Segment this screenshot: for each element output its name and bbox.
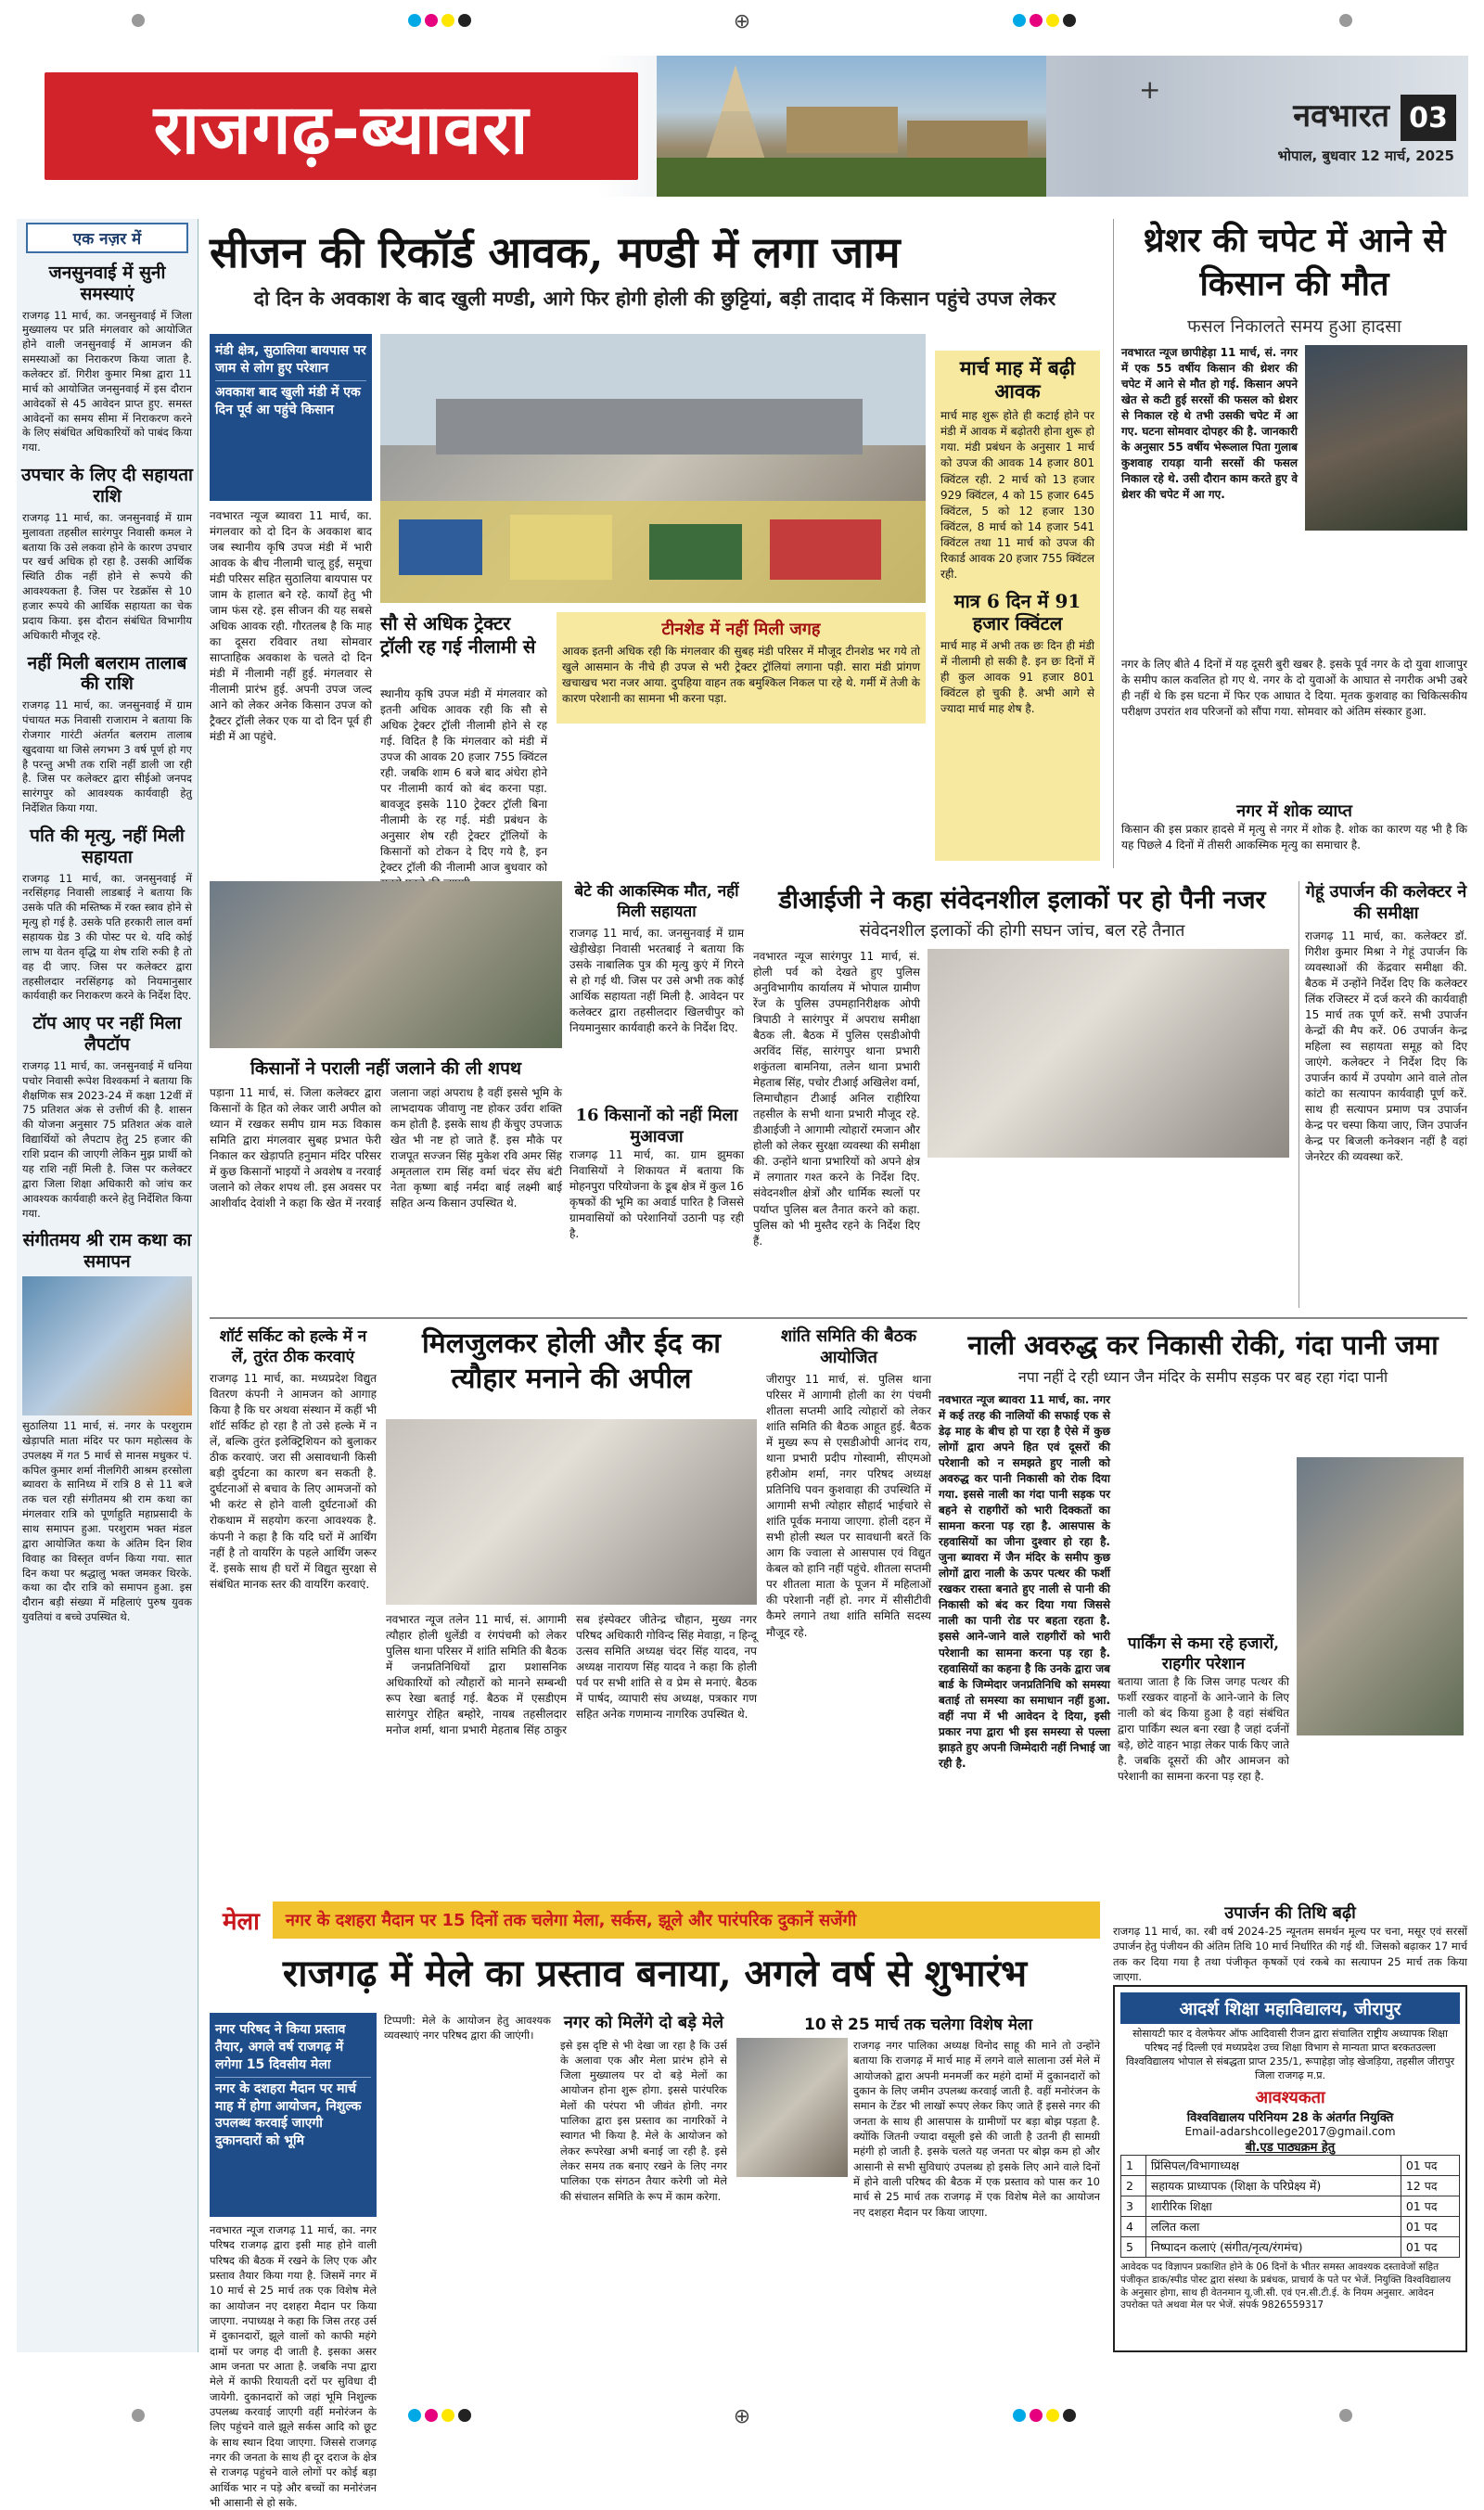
post-count: 01 पद	[1401, 2217, 1459, 2237]
college-ad	[1113, 1985, 1467, 2352]
ad-posts-table	[1120, 2155, 1460, 2258]
sidebar-item-headline: उपचार के लिए दी सहायता राशि	[21, 465, 193, 506]
sidebar-item	[17, 653, 198, 816]
sidebar-item-body: राजगढ़ 11 मार्च, का. जनसुनवाई में धनिया पचोर निवासी रूपेश विश्वकर्मा ने बताया कि शैक्षणिक सत्र 2023-24 में कक्षा 12वीं में 75 प्रतिशत अंक से उत्तीर्ण की है. शासन की योजना अनुसार 75 प्रतिशत अंक वाले विद्यार्थियों को लैपटाप हेतु 25 हजार की राशि प्रदान की जाएगी लेकिन मुझ प्रार्थी को यह राशि नहीं मिली है. जिस पर कलेक्टर द्वारा जिला शिक्षा अधिकारी को जांच कर आवश्यक कार्यवाही करने हेतु निर्देशित किया गया.	[22, 1058, 192, 1220]
march-box-headline: मार्च माह में बढ़ी आवक	[959, 356, 1076, 403]
naali-deck: नपा नहीं दे रही ध्यान जैन मंदिर के समीप सड़क पर बह रहा गंदा पानी	[1017, 1368, 1388, 1386]
mela-headline: राजगढ़ में मेले का प्रस्ताव बनाया, अगले वर्ष से शुभारंभ	[282, 1952, 1028, 1995]
mela-col-2	[384, 2013, 551, 2352]
sidebar-item	[17, 1013, 198, 1221]
dig-deck: संवेदनशील इलाकों की होगी सघन जांच, बल रहे तैनात	[859, 921, 1185, 941]
post-name: निष्पादन कलाएं (संगीत/नृत्य/रंगमंच)	[1145, 2237, 1401, 2258]
dig-meeting-photo	[928, 949, 1289, 1158]
post-count: 12 पद	[1401, 2176, 1459, 2196]
post-name: सहायक प्राध्यापक (शिक्षा के परिप्रेक्ष्य में)	[1145, 2176, 1401, 2196]
gehu-body: राजगढ़ 11 मार्च, का. कलेक्टर डॉ. गिरीश कुमार मिश्रा ने गेहूं उपार्जन कि व्यवस्थाओं की केंद्रवार समीक्षा की. बैठक में उन्होंने निर्देश दिए कि कलेक्टर लिंक रजिस्टर में दर्ज करने की कार्यवाही 15 मार्च तक पूर्ण करें. सभी उपार्जन केन्द्रों की मैप करें. 06 उपार्जन केन्द्र महिला स्व सहायता समूह को दिए जाएंगे. कलेक्टर ने निर्देश दिए कि उपार्जन कार्य में उपयोग आने वाले तोल कांटो का सत्यापन कार्यवाही पूर्ण करें. साथ ही सत्यापन प्रमाण पत्र उपार्जन केन्द्र पर चस्पा किया जाए, जिन उपार्जन केन्द्र पर बिजली कनेक्शन नहीं है वहां जेनरेटर की व्यवस्था करें.	[1305, 928, 1467, 1164]
victim-photo	[1305, 345, 1467, 531]
mela-banner	[210, 1902, 1100, 1939]
mela-photo-story	[736, 2013, 1100, 2352]
thresher-lead: नवभारत न्यूज छापीहेड़ा 11 मार्च, सं. नगर में एक 55 वर्षीय किसान की थ्रेशर की चपेट में आने से मौत हो गई. किसान अपने खेत से कटी हुई सरसों की फसल को थ्रेशर से निकाल रहे थे तभी उसकी चपेट में आ गए. घटना सोमवार दोपहर की है. जानकारी के अनुसार 55 वर्षीय भेरूलाल पिता गुलाब कुशवाह रायड़ा यानी सरसों की फसल निकाल रहे थे. उसी दौरान काम करते हुए वे थ्रेशर की चपेट में आ गए.	[1121, 345, 1298, 501]
sidebar-item-body: राजगढ़ 11 मार्च, का. जनसुनवाई में ग्राम मुलावता तहसील सारंगपुर निवासी कमल ने बताया कि उसे लकवा होने के कारण उपचार पर खर्च अधिक हो रहा है. उसकी आर्थिक स्थिति ठीक नहीं होने से रूपये की आवश्यकता है. जिस पर रेडक्रॉस से 10 हजार रूपये की आर्थिक सहायता का चेक प्रदाय किया. इस दौरान संबंधित विभागीय अधिकारी मौजूद रहे.	[22, 510, 192, 642]
registration-marks-bottom	[0, 2393, 1484, 2440]
row-divider	[210, 1317, 1467, 1319]
naali-subbody: बताया जाता है कि जिस जगह पत्थर की फर्शी रखकर वाहनों के आने-जाने के लिए नाली को बंद किया हुआ है वहां संबंधित द्वारा पार्किंग स्थल बना रखा है जहां दर्जनों बड़े, छोटे वाहन भाड़ा लेकर पार्क किए जाते है. जबकि दूसरों की और आमजन को परेशानी का सामना करना पड़ रहा है.	[1118, 1675, 1289, 1784]
sidebar-item	[17, 465, 198, 643]
march-box-subhead: मात्र 6 दिन में 91 हजार क्विंटल	[953, 589, 1081, 634]
official-portrait-photo	[736, 2038, 848, 2177]
post-no: 5	[1121, 2237, 1146, 2258]
ad-course: बी.एड पाठ्यक्रम हेतु	[1245, 2141, 1336, 2156]
lead-headline: सीजन की रिकॉर्ड आवक, मण्डी में लगा जाम	[210, 227, 901, 277]
lead-subhead: सौ से अधिक ट्रेक्टर ट्रॉली रह गई नीलामी से	[380, 612, 536, 658]
naali-story	[939, 1326, 1467, 1902]
reg-swatch-cmyk-1	[406, 2408, 473, 2426]
parali-headline: किसानों ने पराली नहीं जलाने की ली शपथ	[249, 1058, 522, 1079]
uparjan-story	[1113, 1902, 1467, 1983]
sidebar-item-body: राजगढ़ 11 मार्च, का. जनसुनवाई में ग्राम पंचायत मऊ निवासी राजाराम ने बताया कि रोजगार गारंटी अंतर्गत बलराम तालाब खुदवाया था जिसे लगभग 3 वर्ष पूर्ण हो गए है परन्तु अभी तक राशि नहीं डाली जा रही है. जिस पर कलेक्टर द्वारा सीईओ जनपद सारंगपुर को आवश्यक कार्यवाही हेतु निर्देशित किया गया.	[22, 698, 192, 815]
short-circuit-story	[210, 1326, 377, 1883]
ad-required: आवश्यकता	[1255, 2088, 1325, 2108]
masthead	[17, 56, 1468, 197]
mast-crosshair-icon: +	[1139, 74, 1161, 105]
beti-body: राजगढ़ 11 मार्च, का. जनसुनवाई में ग्राम खेड़ीखेड़ा निवासी भरतबाई ने बताया कि उसके नाबालिक पुत्र की मृत्यु कुएं में गिरने से हो गई थी. जिस पर उसे अभी तक कोई आर्थिक सहायता नहीं मिली है. आवेदन पर कलेक्टर द्वारा तहसीलदार खिलचीपुर को नियमानुसार कार्यवाही करने के निर्देश दिए.	[569, 927, 744, 1035]
thresher-body: नगर के लिए बीते 4 दिनों में यह दूसरी बुरी खबर है. इसके पूर्व नगर के दो युवा शाजापुर के समीप काल कवलित हो गए थे. नगर के दो युवाओं के आघात से नगरीक अभी उबरे ही नहीं थे कि इस घटना में फिर एक आघात दे दिया. मृतक कुशवाह का चिकित्सकीय परीक्षण उपरांत शव परिजनों को सौंपा गया. सोमवार को अंतिम संस्कार हुआ.	[1121, 657, 1467, 718]
reg-swatch-cmyk-1	[406, 13, 473, 31]
ad-email: Email-adarshcollege2017@gmail.com	[1184, 2125, 1396, 2139]
sidebar-item-headline: नहीं मिली बलराम तालाब की राशि	[27, 652, 187, 695]
mandi-photo	[380, 334, 926, 603]
lead-body: नवभारत न्यूज ब्यावरा 11 मार्च, का. मंगलवार को दो दिन के अवकाश बाद जब स्थानीय कृषि उपज मंडी में भारी आवक के बीच नीलामी चालू हुई, समूचा मंडी परिसर सहित सुठालिया बायपास पर जाम के हालात बने रहे. कार्यों हेतु भी जाम फंस रहे. इस सीजन की यह सबसे अधिक आवक रही. गौरतलब है कि माह का दूसरा रविवार तथा सोमवार साप्ताहिक अवकाश के चलते दो दिन मंडी में नीलामी नहीं हुई. मंगलवार से नीलामी प्रारंभ हुई. अपनी उपज जल्द आने को लेकर अनेक किसान उपज को ट्रैक्टर ट्रॉली लेकर एक या दो दिन पूर्व ही मंडी में आ पहुंचे.	[210, 509, 372, 744]
parali-oath-photo	[210, 881, 562, 1048]
march-box-body: मार्च माह शुरू होते ही कटाई होने पर मंडी में आवक में बढ़ोतरी होना शुरू हो गया. मंडी प्रबंधन के अनुसार 1 मार्च को उपज की आवक 14 हजार 801 क्विंटल रही. 2 मार्च को 13 हजार 929 क्विंटल, 4 को 15 हजार 645 क्विंटल, 5 को 12 हजार 130 क्विंटल, 8 मार्च को 14 हजार 541 क्विंटल तथा 11 मार्च को उपज की रिकार्ड आवक 20 हजार 755 क्विंटल रही.	[940, 409, 1094, 581]
shanti-headline: शांति समिति की बैठक आयोजित	[780, 1326, 917, 1367]
post-count: 01 पद	[1401, 2237, 1459, 2258]
mela-highlights-box	[210, 2013, 377, 2217]
ad-title: आदर्श शिक्षा महाविद्यालय, जीरापुर	[1120, 1992, 1460, 2024]
ad-intro: सोसायटी फार द वेलफेयर ऑफ आदिवासी रीजन द्वारा संचालित राष्ट्रीय अध्यापक शिक्षा परिषद नई दिल्ली एवं मध्यप्रदेश उच्च शिक्षा विभाग से मान्यता प्राप्त बरकतउल्ला विश्वविद्यालय भोपाल से संबद्धता प्राप्त 235/1, रूपाहेड़ा जोड़ खेजड़िया, तहसील जीरापुर जिला राजगढ़ म.प्र.	[1125, 2028, 1455, 2081]
table-row	[1121, 2196, 1460, 2217]
section-title: राजगढ़-ब्यावरा	[153, 89, 530, 170]
caption-body: आवक इतनी अधिक रही कि मंगलवार की सुबह मंडी परिसर में मौजूद टीनशेड भर गये तो खुले आसमान के नीचे ही उपज से भरी ट्रेक्टर ट्रॉलियां लगाना पड़ी. सारा मंडी प्रांगण खचाखच भरा नजर आया. दुपहिया वाहन तक बमुश्किल निकल पा रहे थे. गर्मी में तेजी के कारण परेशानी का सामना भी करना पड़ा.	[562, 645, 920, 706]
masthead-fort-photo	[657, 56, 1046, 197]
ad-footer: आवेदक पद विज्ञापन प्रकाशित होने के 06 दिनों के भीतर समस्त आवश्यक दस्तावेजों सहित पंजीकृत डाक/स्पीड पोस्ट द्वारा संस्था के प्रबंधक, प्राचार्य के पते पर भेजें. नियुक्ति विश्वविद्यालय के अनुसार होगा, साथ ही वेतनमान यू.जी.सी. एवं एन.सी.टी.ई. के नियम अनुसार. आवेदन उपरोक्त पते अथवा मेल पर भेजें. संपर्क 9826559317	[1120, 2261, 1452, 2312]
mela-tag: मेला	[210, 1902, 273, 1939]
sidebar-item-body: सुठालिया 11 मार्च, सं. नगर के परशुराम खेड़ापति माता मंदिर पर फाग महोत्सव के उपलक्ष्य में गत 5 मार्च से मानस मधुकर पं. कपिल कुमार शर्मा नीलगिरी आश्रम हरसोला ब्यावरा के सानिध्य में रात्रि 8 से 11 बजे तक चल रही संगीतमय श्री राम कथा का मंगलवार रात्रि को पूर्णाहुति महाप्रसादी के साथ समापन हुआ. परशुराम भक्त मंडल द्वारा आयोजित कथा के अंतिम दिन शिव विवाह का विस्तृत वर्णन किया गया. सात दिन कथा पर श्रद्धालु भक्त जमकर थिरके. कथा का दौर रात्रि को समापन हुआ. इस दौरान बड़ी संख्या में महिलाएं पुरुष युवक युवतियां व बच्चे उपस्थित थे.	[22, 1418, 192, 1624]
thresher-subbody: किसान की इस प्रकार हादसे में मृत्यु से नगर में शोक है. शोक का कारण यह भी है कि यह पिछले 4 दिनों में तीसरी आकस्मिक मृत्यु का समाचार है.	[1121, 822, 1467, 852]
paper-name: नवभारत	[1293, 97, 1389, 134]
post-name: शारीरिक शिक्षा	[1145, 2196, 1401, 2217]
table-row	[1121, 2237, 1460, 2258]
parali-body: पड़ाना 11 मार्च, सं. जिला कलेक्टर द्वारा किसानों के हित को लेकर जारी अपील को ध्यान में रखकर समीप ग्राम मऊ विकास समिति द्वारा मंगलवार सुबह प्रभात फेरी निकाल कर खेड़ापति हनुमान मंदिर परिसर में कुछ किसानों भाइयों ने अवशेष व नरवाई जलाने को लेकर शपथ ली. इस अवसर पर आशीर्वाद देवांशी ने कहा कि खेत में नरवाई जलाना जहां अपराध है वहीं इससे भूमि के लाभदायक जीवाणु नष्ट होकर उर्वरा शक्ति कम होती है. इसके साथ ही केंचुए उपजाऊ खेत भी नष्ट हो जाते हैं. इस मौके पर राजपूत सज्जन सिंह मुकेश रवि अमर सिंह अमृतलाल राम सिंह वर्मा चंदर सेंघ बंटी नेता कृष्णा बाई नर्मदा बाई लक्ष्मी बाई सहित अन्य किसान उपस्थित थे.	[210, 1086, 562, 1210]
beti-headline: बेटे की आकस्मिक मौत, नहीं मिली सहायता	[574, 882, 739, 922]
highlight-item: नगर परिषद ने किया प्रस्ताव तैयार, अगले वर्ष राजगढ़ में लगेगा 15 दिवसीय मेला	[215, 2018, 371, 2078]
registration-marks	[0, 0, 1484, 43]
mela-photo-title: 10 से 25 मार्च तक चलेगा विशेष मेला	[804, 2016, 1032, 2034]
sidebar-item-headline: संगीतमय श्री राम कथा का समापन	[22, 1230, 192, 1273]
thresher-story	[1113, 219, 1467, 868]
reg-swatch-right	[1337, 2408, 1354, 2426]
table-row	[1121, 2176, 1460, 2196]
sidebar-item-headline: जनसुनवाई में सुनी समस्याएं	[48, 263, 166, 304]
reg-swatch-left	[130, 13, 147, 31]
lead-subhead-body: स्थानीय कृषि उपज मंडी में मंगलवार को इतनी अधिक आवक रही कि सौ से अधिक ट्रेक्टर ट्रॉली नीलामी होने से रह गई. विदित है कि मंगलवार को मंडी में उपज की आवक 20 हजार 755 क्विंटल रही. जबकि शाम 6 बजे बाद अंधेरा होने पर नीलामी कार्य को बंद करना पड़ा. बावजूद इसके 110 ट्रेक्टर ट्रॉली बिना नीलामी के रह गई. मंडी प्रबंधन के अनुसार शेष रही ट्रेक्टर ट्रॉलियों के किसानों को टोकन दे दिए गये है, इन ट्रेक्टर ट्रॉली की नीलामी आज बुधवार को	[380, 687, 547, 875]
shanti-story	[766, 1326, 931, 1883]
reg-swatch-right	[1337, 13, 1354, 31]
reg-swatch-cmyk-2	[1011, 2408, 1078, 2426]
mela-subbody: इसे इस दृष्टि से भी देखा जा रहा है कि उर्स के अलावा एक और मेला प्रारंभ होने से जिला मुख्यालय पर दो बड़े मेलों का आयोजन होना शुरू होगा. इससे पारंपरिक मेलों की परंपरा भी जीवंत होगी. नगर पालिका द्वारा इस प्रस्ताव का नागरिकों ने स्वागत भी किया है. मेले के आयोजन को लेकर रूपरेखा अभी बनाई जा रही है. इसे लेकर समय तक बनाए रखने के लिए नगर पालिका एक संगठन तैयार करेगी जो मेले की संचालन समिति के रूप में काम करेगा.	[560, 2038, 727, 2203]
naali-body: नवभारत न्यूज ब्यावरा 11 मार्च, का. नगर में कई तरह की नालियों की सफाई एक से डेढ़ माह के बीच हो पा रहा है ऐसे में कुछ लोगों द्वारा अपने हित एवं दूसरों की परेशानी को न समझते हुए नाली को अवरुद्ध कर पानी निकासी को रोक दिया गया. इससे नाली का गंदा पानी सड़क पर बहने से राहगीरों को भारी दिक्कतों का सामना करना पड़ रहा है. आसपास के रहवासियों का जीना दुश्वार हो रहा है. जुना ब्यावरा में जैन मंदिर के समीप कुछ लोगों द्वारा नाली के ऊपर पत्थर की फर्शी रखकर रास्ता बनाते हुए नाली से पानी की निकासी को बंद कर दिया गया जिससे नाली का पानी रोड पर बहता रहता है. इससे आने-जाने वाले राहगीरों को भारी परेशानी का सामना करना पड़ रहा है. रहवासियों का कहना है कि उनके द्वारा जब बार्ड के जिम्मेदार जनप्रतिनिधि को समस्या बताई तो समस्या का समाधान नहीं हुआ. वहीं नपा में भी आवेदन दे दिया, इसी प्रकार नपा द्वारा भी इस समस्या से पल्ला झाड़ते हुए अपनी जिम्मेदारी नहीं निभाई जा रही है.	[939, 1393, 1110, 1770]
thresher-subhead: नगर में शोक व्याप्त	[1236, 800, 1352, 821]
post-no: 2	[1121, 2176, 1146, 2196]
gehu-headline: गेहूं उपार्जन की कलेक्टर ने की समीक्षा	[1305, 882, 1467, 924]
sidebar-item	[17, 1230, 198, 1625]
mela-photo-body: राजगढ़ नगर पालिका अध्यक्ष विनोद साहू की माने तो उन्होंने बताया कि राजगढ़ में मार्च माह में लगने वाले सालाना उर्स मेले में आयोजको द्वारा अपनी मनमर्जी कर महंगे दामों में दुकानदारों को दुकान के लिए जमीन उपलब्ध करवाई जाती है. वहीं मनोरंजन के समान के टेंडर भी लाखों रूपए लेकर किए जाते हैं इससे नगर की जनता के साथ ही आसपास के ग्रामीणों पर बड़ा बोझ पड़ता है. क्योंकि जितनी ज्यादा वसूली इसे की जाती है उतनी ही सामग्री महंगी हो जाती है. इसके चलते यह जनता पर बोझ कम हो और आसानी से सभी सुविधाएं उपलब्ध हो इसके लिए आने वाले दिनों में होने वाली परिषद की बैठक में एक प्रस्ताव को पास कर 10 मार्च से 25 मार्च तक राजगढ़ में एक विशेष मेले का आयोजन नए दशहरा मैदान पर किया जाएगा.	[853, 2039, 1100, 2219]
thresher-headline: थ्रेशर की चपेट में आने से किसान की मौत	[1143, 221, 1446, 303]
highlight-item: नगर के दशहरा मैदान पर मार्च माह में होगा आयोजन, निशुल्क उपलब्ध करवाई जाएगी दुकानदारों को भूमि	[215, 2081, 362, 2149]
shanti-body: जीरापुर 11 मार्च, सं. पुलिस थाना परिसर में आगामी होली का रंग पंचमी शीतला सप्तमी आदि त्योहारों को लेकर शांति समिति की बैठक आहूत हुई. बैठक में मुख्य रूप से एसडीओपी आनंद राय, थाना प्रभारी प्रदीप गोस्वामी, सीएमओ हरीओम शर्मा, नगर परिषद अध्यक्ष प्रतिनिधि पवन कुशवाहा की उपस्थिति में आगामी सभी त्योहार सौहार्द भाईचारे से शांति पूर्वक मनाया जाएगा. होली दहन में सभी होली स्थल पर सावधानी बरतें कि आग कि ज्वाला से आसपास एवं विद्युत केबल को हानि नहीं पहुंचे. शीतला सप्तमी पर शीतला माता के पूजन में महिलाओं की परेशानी नहीं हो. नगर में सीसीटीवी कैमरे लगाने तथा शांति समिति सदस्य मौजूद रहे.	[766, 1373, 931, 1639]
table-row	[1121, 2156, 1460, 2176]
sidebar-tag: एक नज़र में	[26, 223, 188, 253]
beti-subbody: राजगढ़ 11 मार्च, का. ग्राम झुमका निवासियों ने शिकायत में बताया कि मोहनपुरा परियोजना के डूब क्षेत्र में कुल 16 कृषकों की भूमि का अवार्ड पारित है जिससे ग्रामवासियों को परेशानियों उठानी पड़ रही है.	[569, 1148, 744, 1241]
ram-katha-photo	[22, 1276, 192, 1415]
page-number: 03	[1401, 95, 1456, 141]
holi-body: नवभारत न्यूज तलेन 11 मार्च, सं. आगामी त्यौहार होली धुलेंडी व रंगपंचमी को लेकर पुलिस थाना परिसर में शांति समिति की बैठक में जनप्रतिनिधियों द्वारा प्रशासनिक अधिकारियों को त्यौहारों को मानने सम्बन्धी रूप रेखा बताई गई. बैठक में एसडीएम सारंगपुर रोहित बम्होरे, नायब तहसीलदार मनोज शर्मा, थाना प्रभारी मेहताब सिंह ठाकुर सब इंस्पेक्टर जीतेन्द्र चौहान, मुख्य नगर परिषद अधिकारी गोविन्द सिंह मेवाड़ा, न हिन्दू उत्सव समिति अध्यक्ष चंदर सिंह यादव, नप अध्यक्ष नारायण सिंह यादव ने कहा कि होली पर्व पर सभी शांति से व प्रेम से मनाएं. बैठक में पार्षद, व्यापारी संघ अध्यक्ष, पत्रकार गण सहित अनेक गणमान्य नागरिक उपस्थित थे.	[386, 1613, 757, 1737]
mela-body-start: नवभारत न्यूज राजगढ़ 11 मार्च, का. नगर परिषद राजगढ़ द्वारा इसी माह होने वाली परिषद की बैठक में रखने के लिए एक और प्रस्ताव तैयार किया गया है. जिसमें नगर में 10 मार्च से 25 मार्च तक एक विशेष मेले का आयोजन नए दशहरा मैदान पर किया जाएगा. नपाध्यक्ष ने कहा कि जिस तरह उर्स में दुकानदारों, झूले वालों को काफी महंगे दामों पर जगह दी जाती है. इसका असर आम जनता पर आता है. जबकि नपा द्वारा मेले में काफी रियायती दरों पर सुविधा दी जायेगी. दुकानदारों को जहां भूमि निशुल्क उपलब्ध करवाई जाएगी वहीं मनोरंजन के लिए पहुंचने वाले झूले सर्कस आदि को छूट के साथ स्थान दिया जाएगा. जिससे राजगढ़ नगर की जनता के साथ ही दूर दराज के क्षेत्र से राजगढ़ पहुंचने वाले लोगों पर कोई बड़ा आर्थिक भार न पड़े और बच्चों का मनोरंजन भी आसानी से हो सके.	[210, 2223, 377, 2509]
reg-swatch-left	[130, 2408, 147, 2426]
holi-meeting-photo	[386, 1419, 757, 1605]
thresher-deck: फसल निकालते समय हुआ हादसा	[1187, 315, 1401, 337]
ad-subtitle: विश्वविद्यालय परिनियम 28 के अंतर्गत नियुक्ति	[1186, 2111, 1394, 2126]
post-name: प्रिंसिपल/विभागाध्यक्ष	[1145, 2156, 1401, 2176]
beti-subhead: 16 किसानों को नहीं मिला मुआवजा	[575, 1106, 738, 1146]
post-no: 4	[1121, 2217, 1146, 2237]
section-title-banner	[45, 72, 638, 180]
sidebar-at-a-glance	[17, 219, 198, 2352]
drain-photo	[1297, 1457, 1464, 1735]
dig-story	[753, 881, 1291, 1308]
reg-crosshair-icon: ⊕	[733, 2404, 751, 2428]
post-no: 3	[1121, 2196, 1146, 2217]
highlight-item: अवकाश बाद खुली मंडी में एक दिन पूर्व आ पहुंचे किसान	[215, 384, 361, 417]
short-headline: शॉर्ट सर्किट को हल्के में न लें, तुरंत ठीक करवाएं	[219, 1327, 367, 1367]
sidebar-item-headline: पति की मृत्यु, नहीं मिली सहायता	[30, 825, 185, 867]
post-count: 01 पद	[1401, 2196, 1459, 2217]
mela-body-cont: टिप्पणी: मेले के आयोजन हेतु आवश्यक व्यवस्थाएं नगर परिषद द्वारा की जाएंगी।	[384, 2014, 551, 2043]
sidebar-item-body: राजगढ़ 11 मार्च, का. जनसुनवाई में जिला मुख्यालय पर प्रति मंगलवार को आयोजित होने वाली जनसुनवाई में आमजन की समस्याओं का निराकरण किया जाता है. कलेक्टर डॉ. गिरीश कुमार मिश्रा द्वारा 11 मार्च को आयोजित जनसुनवाई में इस दौरान आवेदकों से 45 आवेदन प्राप्त हुए. समस्त आवेदनों का समय सीमा में निराकरण करने के लिए संबंधित अधिकारियों को पाबंद किया गया.	[22, 308, 192, 455]
uparjan-body: राजगढ़ 11 मार्च, का. रबी वर्ष 2024-25 न्यूनतम समर्थन मूल्य पर चना, मसूर एवं सरसों उपार्जन हेतु पंजीयन की अंतिम तिथि 10 मार्च निर्धारित की गई थी. जिसको बढ़ाकर 17 मार्च तक कर दिया गया है तथा पंजीकृत कृषकों एवं रकबे का सत्यापन 25 मार्च तक किया जाएगा.	[1113, 1925, 1467, 1983]
caption-title: टीनशेड में नहीं मिली जगह	[661, 620, 821, 639]
sidebar-item-body: राजगढ़ 11 मार्च, का. जनसुनवाई में नरसिंहगढ़ निवासी लाडबाई ने बताया कि उसके पति की मस्तिष्क में रक्त स्त्राव होने से मृत्यु हो गई है. उसके पति हरकारी लाल वर्मा सहायक ग्रेड 3 की पोस्ट पर थे. यदि कोई लाभ या वेतन वृद्धि या शेष राशि रुकी है तो वह दी जाए. जिस पर कलेक्टर द्वारा तहसीलदार नरसिंहगढ़ को नियमानुसार कार्यवाही कर निराकरण करने के निर्देश दिए.	[22, 871, 192, 1003]
naali-subhead: पार्किंग से कमा रहे हजारों, राहगीर परेशान	[1127, 1634, 1280, 1674]
mela-banner-text: नगर के दशहरा मैदान पर 15 दिनों तक चलेगा मेला, सर्कस, झूले और पारंपरिक दुकानें सजेंगी	[285, 1911, 857, 1930]
gehu-story	[1298, 881, 1467, 1308]
march-arrival-box	[935, 351, 1100, 861]
post-no: 1	[1121, 2156, 1146, 2176]
sidebar-item-headline: टॉप आए पर नहीं मिला लैपटॉप	[32, 1013, 182, 1056]
post-name: ललित कला	[1145, 2217, 1401, 2237]
dateline: भोपाल, बुधवार 12 मार्च, 2025	[1277, 147, 1454, 164]
table-row	[1121, 2217, 1460, 2237]
mela-sub-story	[560, 2013, 727, 2352]
lead-highlights-box	[210, 334, 372, 501]
short-body: राजगढ़ 11 मार्च, का. मध्यप्रदेश विद्युत वितरण कंपनी ने आमजन को आगाह किया है कि घर अथवा संस्थान में कहीं भी शॉर्ट सर्किट हो रहा है तो उसे हल्के में न लें, बल्कि तुरंत इलेक्ट्रिशियन को बुलाकर ठीक करवाएं. जरा सी असावधानी किसी बड़ी दुर्घटना का कारण बन सकती है. दुर्घटनाओं से बचाव के लिए आमजनों को भी करंट से होने वाली दुर्घटनाओं की रोकथाम में सहयोग करना आवश्यक है. कंपनी ने कहा है कि यदि घरों में आर्थिंग नहीं है तो वायरिंग के पहले आर्थिंग जरूर दें. इसके साथ ही घरों में विद्युत सुरक्षा से संबंधित मानक स्तर की वायरिंग करवाएं.	[210, 1372, 377, 1591]
beti-story	[569, 881, 744, 1308]
uparjan-headline: उपार्जन की तिथि बढ़ी	[1224, 1903, 1356, 1923]
dig-body: नवभारत न्यूज सारंगपुर 11 मार्च, सं. होली पर्व को देखते हुए पुलिस अनुविभागीय कार्यालय में भोपाल ग्रामीण रेंज के पुलिस उपमहानिरीक्षक ओपी त्रिपाठी ने सारंगपुर में अपराध समीक्षा बैठक ली. बैठक में पुलिस एसडीओपी अरविंद सिंह, सारंगपुर थाना प्रभारी शकुंतला बामनिया, तलेन थाना प्रभारी मेहताब सिंह, पचोर टीआई अखिलेश वर्मा, लिमाचौहान टीआई अनिल राहीरिया तहसील के सभी थाना प्रभारी मौजूद रहे. डीआईजी ने आगामी त्योहारों रमजान और होली को लेकर सुरक्षा व्यवस्था की समीक्षा की. उन्होंने थाना प्रभारियों को अपने क्षेत्र में लगातार गश्त करने के निर्देश दिए. संवेदनशील क्षेत्रों और धार्मिक स्थलों पर पर्याप्त पुलिस बल तैनात करने को कहा. पुलिस को भी मुस्तैद रहने के निर्देश दिए हैं.	[753, 950, 920, 1248]
holi-headline: मिलजुलकर होली और ईद का त्यौहार मनाने की अपील	[422, 1327, 721, 1395]
mela-subhead: नगर को मिलेंगे दो बड़े मेले	[563, 2013, 724, 2032]
sidebar-item	[17, 826, 198, 1004]
march-box-subbody: मार्च माह में अभी तक छः दिन ही मंडी में नीलामी हो सकी है. इन छः दिनों में ही कुल आवक 91 हजार 801 क्विंटल हो चुकी है. अभी आगे से ज्यादा मार्च माह शेष है.	[940, 638, 1094, 715]
naali-headline: नाली अवरुद्ध कर निकासी रोकी, गंदा पानी जमा	[967, 1329, 1439, 1361]
reg-crosshair-icon: ⊕	[733, 9, 751, 33]
sidebar-item	[17, 263, 198, 455]
caption-box	[556, 612, 926, 724]
lead-deck: दो दिन के अवकाश के बाद खुली मण्डी, आगे फिर होगी होली की छुट्टियां, बड़ी तादाद में किसान पहुंचे उपज लेकर	[253, 288, 1056, 310]
post-count: 01 पद	[1401, 2156, 1459, 2176]
reg-swatch-cmyk-2	[1011, 13, 1078, 31]
highlight-item: मंडी क्षेत्र, सुठालिया बायपास पर जाम से लोग हुए परेशान	[215, 339, 366, 381]
dig-headline: डीआईजी ने कहा संवेदनशील इलाकों पर हो पैनी नजर	[778, 886, 1266, 915]
